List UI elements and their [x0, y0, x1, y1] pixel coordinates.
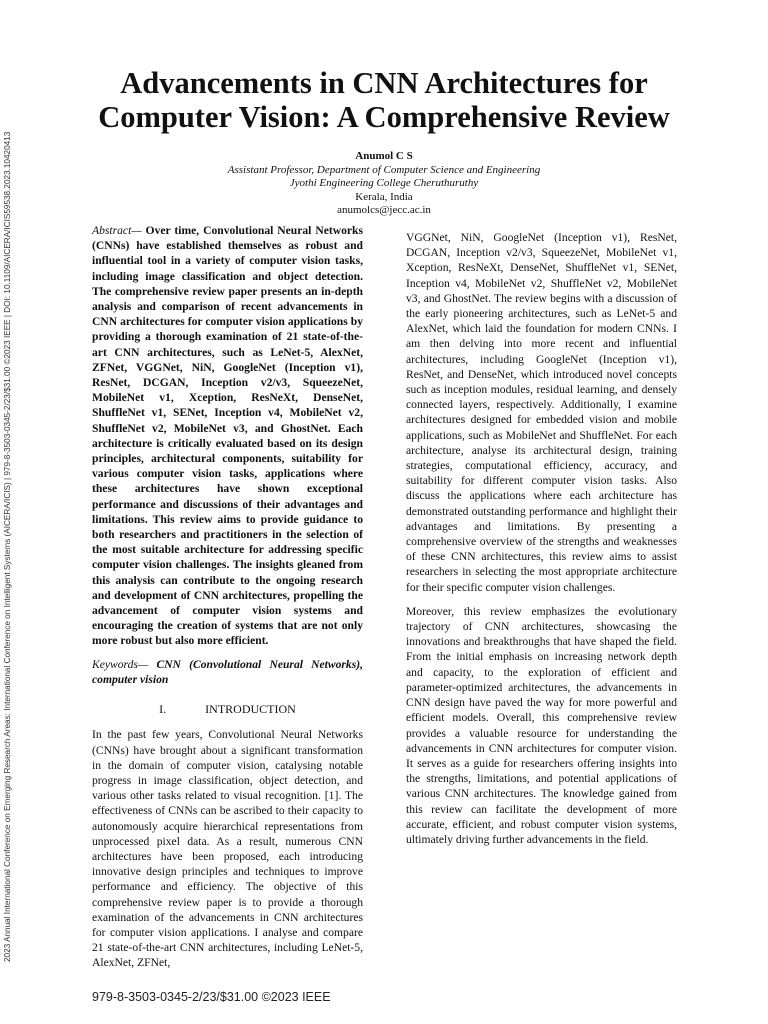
- keywords-label: Keywords—: [92, 657, 149, 671]
- paper-title: Advancements in CNN Architectures for Computer Vision: A Comprehensive Review: [98, 66, 670, 134]
- author-name: Anumol C S: [355, 150, 413, 162]
- conference-side-banner: 2023 Annual International Conference on Emerging Research Areas: International Conference on Intelligent Systems (AICERA/ICIS) | 979-8-3503-0345-2/23/$31.00 ©2023 IEEE | DOI: 10.1109/AICERA/ICIS59538.2023.10420413: [3, 131, 12, 962]
- abstract: [92, 223, 363, 649]
- section-title: INTRODUCTION: [205, 702, 296, 717]
- intro-paragraph-2: Moreover, this review emphasizes the evolutionary trajectory of CNN architectures, showcasing the innovations and breakthroughs that have shaped the field. From the initial emphasis on increasing network depth and capacity, to the exploration of efficient and parameter-optimized architectures, the advancements in CNN design have paved the way for more powerful and efficient models. Overall, this comprehensive review provides a valuable resource for understanding the advancements in CNN architectures for computer vision. It serves as a guide for researchers offering insights into the strengths, limitations, and potential applications of various CNN architectures. The knowledge gained from this review can facilitate the development of more accurate, efficient, and robust computer vision systems, ultimately driving further advancements in the field.: [406, 604, 677, 846]
- author-email[interactable]: anumolcs@jecc.ac.in: [337, 204, 431, 216]
- author-block: [60, 150, 708, 218]
- keywords-text: CNN (Convolutional Neural Networks), computer vision: [92, 657, 363, 686]
- page-footer: 979-8-3503-0345-2/23/$31.00 ©2023 IEEE: [92, 990, 331, 1004]
- intro-paragraph-1-continued: VGGNet, NiN, GoogleNet (Inception v1), ResNet, DCGAN, Inception v2/v3, SqueezeNet, MobileNet v1, Xception, ResNeXt, DenseNet, ShuffleNet v1, SENet, Inception v4, MobileNet v2, ShuffleNet v2, MobileNet v3, and GhostNet. The review begins with a discussion of the early pioneering architectures, such as LeNet-5 and AlexNet, which laid the foundation for modern CNNs. I am then delving into more recent and influential architectures, including GoogleNet (Inception v1), ResNet, and DenseNet, which introduced novel concepts such as inception modules, residual learning, and densely connected layers, respectively. Additionally, I examine architectures designed for embedded vision and mobile applications, such as MobileNet and ShuffleNet. For each architecture, analyse its architectural design, training strategies, computational efficiency, accuracy, and suitability for different computer vision tasks. Also discuss the applications where each architecture has demonstrated outstanding performance and highlight their advantages and limitations. By presenting a comprehensive overview of the strengths and weaknesses of these CNN architectures, this review aims to assist researchers in selecting the most appropriate architecture for their specific computer vision challenges.: [406, 231, 677, 594]
- section-number: I.: [159, 702, 167, 717]
- author-institution: Jyothi Engineering College Cheruthuruthy: [289, 177, 479, 189]
- intro-paragraph-1: In the past few years, Convolutional Neural Networks (CNNs) have brought about a significant transformation in the domain of computer vision, catalysing notable progress in image classification, object detection, and various other tasks related to visual recognition. [1]. The effectiveness of CNNs can be ascribed to their capacity to autonomously acquire hierarchical representations from unprocessed pixel data. As a result, numerous CNN architectures have been proposed, each introducing innovative design principles and techniques to improve performance and efficiency. The objective of this comprehensive review paper is to provide a thorough examination of the advancements in CNN architectures for computer vision applications. I analyse and compare 21 state-of-the-art CNN architectures, including LeNet-5, AlexNet, ZFNet,: [92, 728, 363, 970]
- author-location: Kerala, India: [355, 190, 413, 203]
- abstract-label: Abstract—: [92, 224, 142, 237]
- section-heading: [92, 702, 363, 717]
- right-column: [406, 230, 677, 847]
- keywords: [92, 657, 363, 687]
- left-column: [92, 223, 363, 971]
- author-position: Assistant Professor, Department of Computer Science and Engineering: [227, 163, 541, 176]
- abstract-text: Over time, Convolutional Neural Networks (CNNs) have established themselves as robust and influential tool in a variety of computer vision tasks, including image classification and object detection. The comprehensive review paper presents an in-depth analysis and comparison of recent advancements in CNN architectures for computer vision applications by providing a thorough examination of 21 state-of-the-art CNN architectures, such as LeNet-5, AlexNet, ZFNet, VGGNet, NiN, GoogleNet (Inception v1), ResNet, DCGAN, Inception v2/v3, SqueezeNet, MobileNet v1, Xception, ResNeXt, DenseNet, ShuffleNet v1, SENet, Inception v4, MobileNet v2, ShuffleNet v2, MobileNet v3, and GhostNet. Each architecture is critically evaluated based on its design principles, architectural components, suitability for various computer vision tasks, applications where these architectures have shown exceptional performance and discussions of their advantages and limitations. This review aims to provide guidance to both researchers and practitioners in the selection of the most suitable architecture for addressing specific computer vision challenges. The insights gleaned from this analysis can contribute to the ongoing research and development of CNN architectures, propelling the advancement of computer vision systems and encouraging the creation of systems that are not only more robust but also more efficient.: [92, 224, 363, 648]
